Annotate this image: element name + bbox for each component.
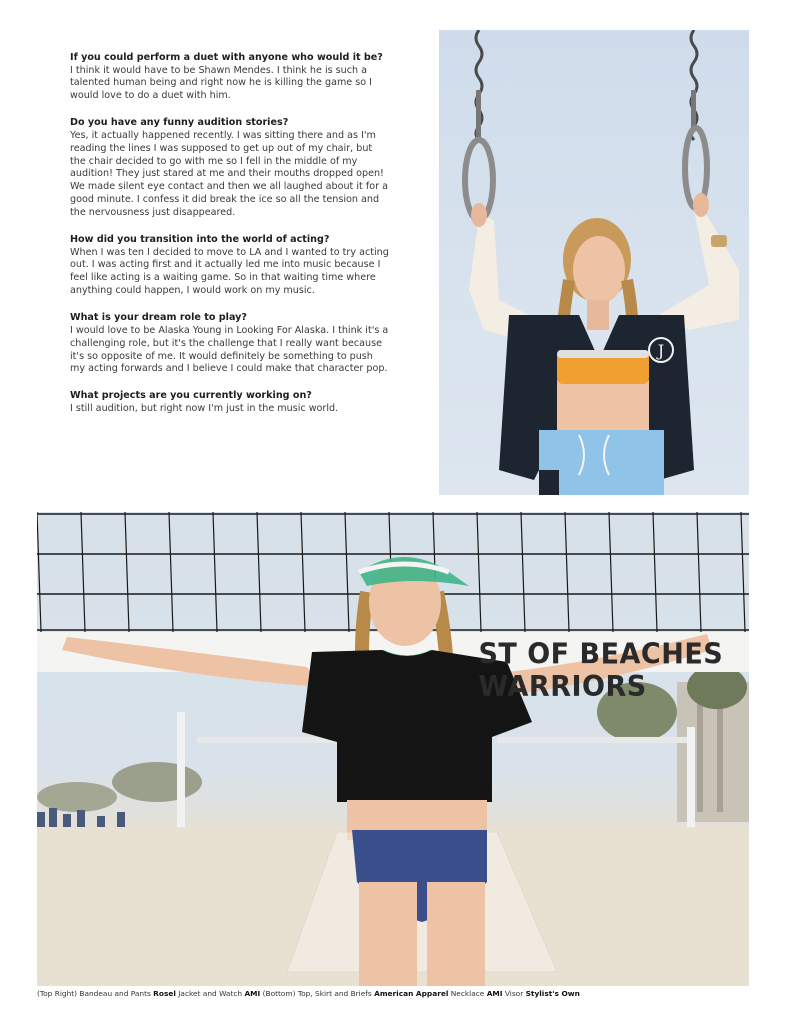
credit-brand: AMI	[244, 989, 261, 998]
question: What projects are you currently working on?	[70, 390, 312, 402]
answer: I still audition, but right now I'm just in the music world.	[70, 402, 339, 414]
answer: I would love to be Alaska Young in Looking For Alaska. I think it's a challenging role, but it's the challenge that I really want because it's so opposite of me. It would definitely be something to push my acting forwards and I believe I could make that character pop.	[70, 324, 389, 375]
answer: Yes, it actually happened recently. I was sitting there and as I'm reading the lines I was supposed to get up out of my chair, but the chair decided to go with me so I fell in the middle of my audition! They just stared at me and their mouths dropped open! We made silent eye contact and then we all laughed about it for a good minute. I confess it did break the ice so all the tension and the nervousness just disappeared.	[70, 129, 388, 219]
answer: When I was ten I decided to move to LA and I wanted to try acting out. I was acting first and it actually led me into music because I feel like acting is a waiting game. So in that waiting time where anything could happen, I would work on my music.	[70, 246, 389, 297]
question: Do you have any funny audition stories?	[70, 117, 289, 129]
credit-text: (Top Right) Bandeau and Pants	[37, 989, 154, 998]
qa-block	[70, 390, 390, 415]
credit-brand: AMI	[486, 989, 503, 998]
rings-illustration	[439, 30, 749, 495]
credit-brand: Rosel	[153, 989, 176, 998]
qa-block	[70, 234, 390, 298]
credit-text: Visor	[502, 989, 526, 998]
net-sign-text: ST OF BEACHES WARRIORS	[478, 638, 724, 704]
question: What is your dream role to play?	[70, 312, 247, 324]
credit-brand: Stylist's Own	[525, 989, 580, 998]
photo-rings	[439, 30, 749, 495]
answer: I think it would have to be Shawn Mendes. I think he is such a talented human being and right now he is killing the game so I would love to do a duet with him.	[70, 64, 373, 102]
credit-brand: American Apparel	[374, 989, 449, 998]
beach-illustration	[37, 512, 749, 986]
qa-block	[70, 312, 390, 376]
credit-text: Necklace	[448, 989, 487, 998]
photo-volleyball-net	[37, 512, 749, 986]
credit-text: (Bottom) Top, Skirt and Briefs	[260, 989, 375, 998]
qa-block	[70, 52, 390, 103]
svg-text:J: J	[657, 341, 665, 360]
credit-text: Jacket and Watch	[175, 989, 245, 998]
interview-text	[70, 52, 390, 430]
question: If you could perform a duet with anyone who would it be?	[70, 52, 383, 63]
qa-block	[70, 117, 390, 220]
question: How did you transition into the world of acting?	[70, 234, 330, 246]
photo-credits	[37, 989, 749, 999]
